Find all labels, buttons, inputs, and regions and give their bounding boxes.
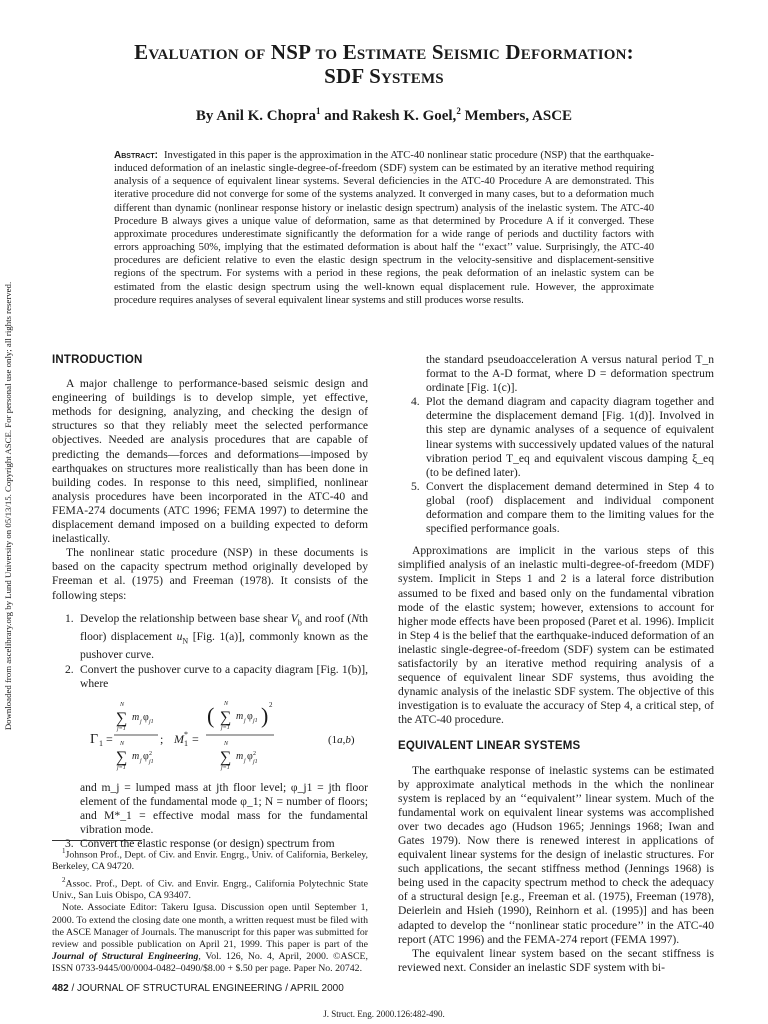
download-notice-text: Downloaded from ascelibrary.org by Lund University on 05/13/15. Copyright ASCE. For personal use only; all rights reserved. [3, 281, 13, 731]
svg-text:j1: j1 [253, 717, 258, 724]
step-4 [398, 395, 714, 480]
footnote-1-text: Johnson Prof., Dept. of Civ. and Envir. Engrg., Univ. of California, Berkeley, Berkeley, CA 94720. [52, 849, 368, 873]
svg-text:j1: j1 [253, 758, 258, 765]
svg-text:m: m [132, 750, 140, 762]
gamma-symbol: Γ [90, 731, 99, 747]
svg-text:m: m [236, 710, 244, 722]
svg-text:j=1: j=1 [117, 764, 126, 771]
footnote-2-text: Assoc. Prof., Dept. of Civ. and Envir. Engrg., California Polytechnic State Univ., San Luis Obispo, CA 93407. [52, 877, 368, 902]
step-5 [398, 480, 714, 536]
editor-note [52, 902, 368, 975]
step-1-number: 1. [65, 611, 74, 625]
svg-text:j: j [140, 718, 142, 725]
equation-number: (1a,b) [328, 733, 355, 746]
svg-text:N: N [224, 700, 229, 707]
author-2: and Rakesh K. Goel, [320, 108, 457, 124]
step-5-number: 5. [411, 479, 420, 493]
approximations-paragraph: Approximations are implicit in the various steps of this simplified analysis of an inelastic multi-degree-of-freedom (MDF) system. Implicit in Steps 1 and 2 is a lateral force distribution assumed to be fixed and based only on the fundamental vibration mode of the elastic system; however, extensions to account for higher mode effects have been proposed (Paret et al. 1996). Implicit in Step 4 is the belief that the earthquake-induced deformation of an inelastic single-degree-of-freedom (SDF) system can be estimated satisfactorily by an iterative method requiring analysis of a sequence of equivalent linear SDF systems, thus avoiding the dynamic analysis of the inelastic SDF system. The objective of this investigation is to evaluate the accuracy of Step 4, a critical step, of the ATC-40 procedure. [398, 544, 714, 727]
step-2-text: Convert the pushover curve to a capacity diagram [Fig. 1(b)], where [80, 662, 368, 690]
step-4-number: 4. [411, 395, 420, 409]
step-3-number: 3. [65, 837, 74, 851]
equivalent-paragraph-2: The equivalent linear system based on the secant stiffness is reviewed next. Consider an inelastic SDF system with bi- [398, 946, 714, 974]
author-2-mark: 2 [456, 106, 461, 116]
mstar-symbol: M [174, 731, 184, 746]
author-1: By Anil K. Chopra [195, 108, 316, 124]
footnote-1-mark: 1 [62, 847, 66, 855]
footnotes [52, 845, 368, 976]
author-1-mark: 1 [315, 106, 321, 116]
page-footer [52, 983, 344, 994]
svg-text:j: j [244, 717, 246, 724]
svg-text:∑: ∑ [116, 748, 128, 766]
nsp-steps-list [52, 612, 368, 691]
footnote-2-mark: 2 [62, 875, 66, 884]
nsp-steps-list-right [398, 395, 714, 536]
gamma-sub: 1 [99, 738, 103, 748]
step-1 [52, 612, 368, 663]
svg-text:=: = [106, 731, 113, 746]
svg-text:j=1: j=1 [221, 764, 230, 771]
svg-text:*: * [184, 729, 188, 739]
svg-text:(: ( [207, 702, 215, 728]
editor-note-text-a: Note. Associate Editor: Takeru Igusa. Discussion open until September 1, 2000. To extend the closing date one month, a written request must be filed with the ASCE Manager of Journals. The manuscript for this paper was submitted for review and possible publication on April 21, 1999. This paper is part of the [52, 902, 368, 950]
roof-disp-sub: N [182, 636, 189, 646]
step-1-text-a: Develop the relationship between base shear [80, 611, 291, 625]
title-line-2: SDF Systems [324, 64, 444, 88]
svg-text:j1: j1 [149, 718, 154, 725]
footnote-1 [52, 845, 368, 874]
equation-1 [52, 697, 368, 781]
running-footer: / JOURNAL OF STRUCTURAL ENGINEERING / APRIL 2000 [68, 983, 344, 994]
svg-text:2: 2 [269, 700, 273, 709]
step-3-continued: the standard pseudoacceleration A versus natural period T_n format to the A-D format, where D = deformation spectrum ordinate [Fig. 1(c)]. [426, 353, 714, 395]
editor-note-text-b: , Vol. 126, No. 4, April, 2000. ©ASCE, ISSN 0733-9445/00/0004-0482–0490/$8.00 + $.50 per page. Paper No. 20742. [52, 951, 368, 975]
citation-line: J. Struct. Eng. 2000.126:482-490. [323, 1009, 445, 1019]
step-2 [52, 663, 368, 691]
page-number: 482 [52, 983, 69, 994]
right-column [398, 353, 714, 975]
abstract-label: Abstract: [114, 150, 158, 161]
svg-text:j: j [244, 757, 246, 764]
svg-text:N: N [120, 701, 125, 708]
floor-symbol: N [351, 611, 359, 625]
svg-text:2: 2 [253, 750, 256, 757]
left-column [52, 353, 368, 851]
step-1-text-d: [Fig. 1(a)], commonly known as the pushover curve. [80, 630, 368, 662]
title-line-1: Evaluation of NSP to Estimate Seismic Deformation: [134, 40, 634, 64]
step-2-number: 2. [65, 662, 74, 676]
step-1-text-c: th floor) displacement [80, 611, 368, 643]
svg-text:j=1: j=1 [117, 725, 126, 732]
section-heading-equivalent-linear: EQUIVALENT LINEAR SYSTEMS [398, 740, 581, 753]
svg-text:;: ; [160, 731, 164, 746]
abstract [114, 149, 654, 307]
section-heading-introduction: INTRODUCTION [52, 354, 143, 366]
svg-text:φ: φ [143, 711, 149, 723]
step-1-text-b: and roof ( [301, 611, 352, 625]
equivalent-paragraph-1: The earthquake response of inelastic systems can be estimated by approximate analytical methods in the which the nonlinear system is replaced by an ‘‘equivalent’’ linear system. Much of the fundamental work on equivalent linear systems was accomplished over two decades ago (Hudson 1965; Jennings 1968; Iwan and Gates 1979). Now there is renewed interest in applications of equivalent linear systems for the design of inelastic structures. For such applications, the secant stiffness method (Jennings 1968) is being used in the capacity spectrum method to check the adequacy of a structural design [e.g., Freeman et al. (1975), Freeman (1978), Deierlein and Hsieh (1990), Reinhorn et al. (1995)] and has been adapted to develop the ‘‘nonlinear static procedure’’ in the ATC-40 report (ATC 1996) and the FEMA-274 report (FEMA 1997). [398, 763, 714, 946]
svg-text:j1: j1 [149, 758, 154, 765]
svg-text:=: = [192, 731, 199, 746]
svg-text:∑: ∑ [116, 709, 128, 727]
step-3-text: Convert the elastic response (or design) spectrum from [80, 837, 335, 851]
step-5-text: Convert the displacement demand determined in Step 4 to global (roof) displacement and individual component deformation and compare them to the limiting values for the specified performance goals. [426, 479, 714, 536]
footnote-rule [52, 840, 142, 841]
intro-paragraph-2: The nonlinear static procedure (NSP) in these documents is based on the capacity spectrum method originally developed by Freeman et al. (1975) and Freeman (1978). It consists of the following steps: [52, 546, 368, 602]
svg-text:φ: φ [247, 710, 253, 722]
svg-text:m: m [236, 750, 244, 762]
svg-text:φ: φ [143, 750, 149, 762]
svg-text:2: 2 [149, 750, 152, 757]
base-shear-sub: b [297, 617, 302, 627]
svg-text:N: N [224, 740, 229, 747]
journal-name: Journal of Structural Engineering [52, 951, 199, 963]
step-4-text: Plot the demand diagram and capacity diagram together and determine the displacement demand [Fig. 1(d)]. Involved in this step are dynamic analyses of a sequence of equivalent linear systems with successively updated values of the natural vibration period T_eq and equivalent viscous damping ξ_eq (to be defined later). [426, 395, 714, 479]
paper-title [0, 40, 768, 88]
intro-paragraph-1: A major challenge to performance-based seismic design and engineering of buildings is to develop simple, yet effective, methods for designing, analyzing, and checking the design of structures so that they reliably meet the selected performance objectives. Needed are analysis procedures that are capable of predicting the demands—forces and deformations—imposed by earthquakes on structures more realistically than has been done in building codes. In response to this need, simplified, nonlinear analysis procedures have been incorporated in the ATC-40 and FEMA-274 documents (ATC 1996; FEMA 1997) to determine the displacement demand imposed on a building expected to deform inelastically. [52, 377, 368, 546]
svg-text:∑: ∑ [220, 748, 232, 766]
svg-text:∑: ∑ [220, 708, 232, 726]
author-line [0, 106, 768, 125]
svg-text:1: 1 [184, 738, 188, 748]
roof-disp-symbol: u [176, 630, 183, 643]
equation-definitions: and m_j = lumped mass at jth floor level; φ_j1 = jth floor element of the fundamental mode φ_1; N = number of floors; and M*_1 = effective modal mass for the fundamental vibration mode. [80, 780, 368, 836]
svg-text:N: N [120, 740, 125, 747]
footnote-2 [52, 874, 368, 903]
equation-1-graphic [52, 697, 368, 781]
svg-text:j: j [140, 757, 142, 764]
download-notice [3, 246, 15, 766]
svg-text:): ) [261, 702, 269, 728]
base-shear-symbol: V [290, 611, 298, 625]
svg-text:m: m [132, 711, 140, 723]
svg-text:φ: φ [247, 750, 253, 762]
svg-text:j=1: j=1 [221, 724, 230, 731]
author-membership: Members, ASCE [460, 108, 573, 124]
abstract-text: Investigated in this paper is the approximation in the ATC-40 nonlinear static procedure (NSP) that the earthquake-induced deformation of an inelastic single-degree-of-freedom (SDF) system can be estimated by an iterative method requiring analysis of a sequence of equivalent linear systems. Several deficiencies in the ATC-40 Procedure A are demonstrated. This iterative procedure did not converge for some of the systems analyzed. It converged in many cases, but to a deformation much different than dynamic (nonlinear response history or inelastic design spectrum) analysis of the inelastic system. The ATC-40 Procedure B always gives a unique value of deformation, same as that determined by Procedure A if it converged. These approximate procedures underestimate significantly the deformation for a wide range of periods and ductility factors with errors approaching 50%, implying that the estimated deformation is about half the ‘‘exact’’ value. Surprisingly, the ATC-40 procedures are deficient relative to even the elastic design spectrum in the velocity-sensitive and displacement-sensitive regions of the spectrum. For systems with a period in these regions, the peak deformation of an inelastic system can be estimated from the elastic design spectrum using the well-known equal displacement rule. However, the approximate procedure requires analyses of several equivalent linear systems and still produces worse results. [114, 150, 654, 306]
